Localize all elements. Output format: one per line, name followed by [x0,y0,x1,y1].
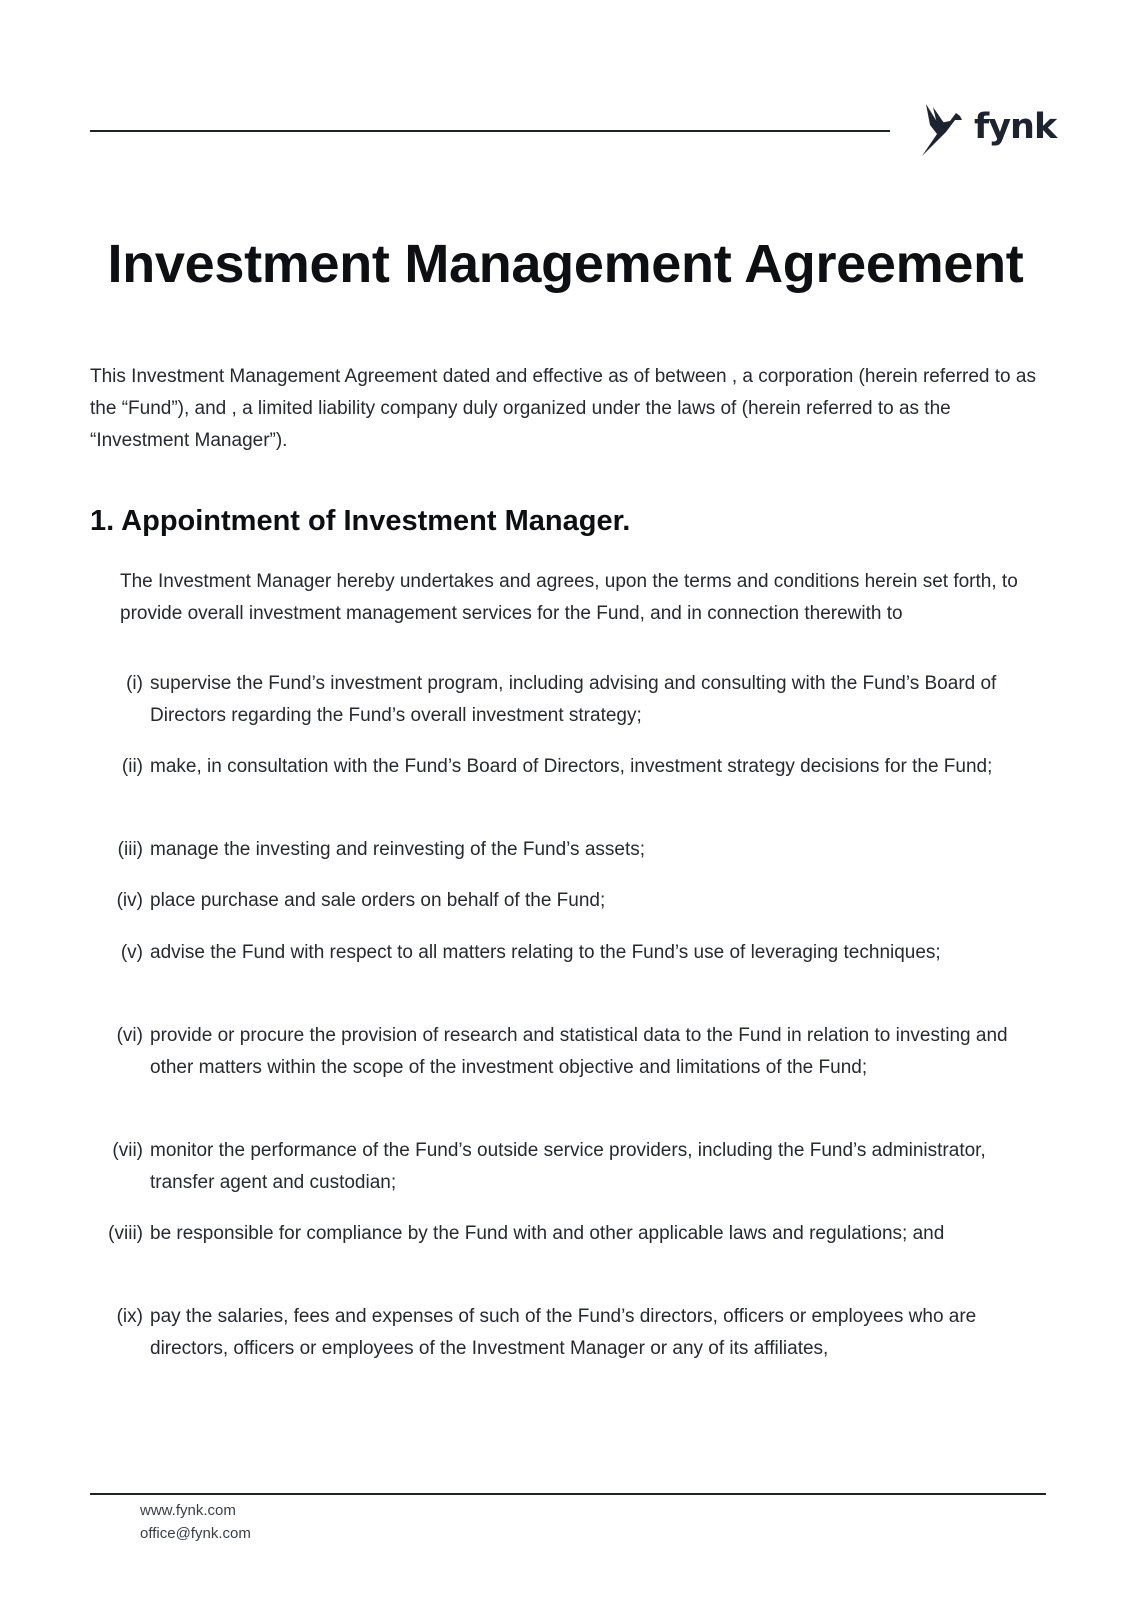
clause-text: pay the salaries, fees and expenses of such of the Fund’s directors, officers or employees who are directors, officers or employees of the Investment Manager or any of its affiliates, [150,1306,977,1359]
footer-email-link[interactable]: office@fynk.com [140,1525,251,1542]
clause-number: (vi) [116,1025,143,1046]
list-item [90,834,1040,866]
clause-number: (viii) [108,1223,143,1244]
intro-paragraph: This Investment Management Agreement dated and effective as of between , a corporation (herein referred to as the “Fund”), and , a limited liability company duly organized under the laws of (herein referred to as the “Investment Manager”). [90,366,1036,451]
clause-text: be responsible for compliance by the Fund with and other applicable laws and regulations; and [150,1223,945,1244]
footer-website-link[interactable]: www.fynk.com [140,1502,236,1519]
footer-divider [90,1493,1046,1495]
list-item [90,1135,1040,1199]
clause-text: make, in consultation with the Fund’s Board of Directors, investment strategy decisions for the Fund; [150,756,993,777]
clause-text: place purchase and sale orders on behalf of the Fund; [150,890,606,911]
bird-icon [920,103,966,159]
clause-number: (i) [126,673,143,694]
clause-text: monitor the performance of the Fund’s outside service providers, including the Fund’s administrator, transfer agent and custodian; [150,1140,986,1193]
list-item [90,885,1040,917]
page-title: Investment Management Agreement [107,234,1024,294]
clause-text: advise the Fund with respect to all matters relating to the Fund’s use of leveraging techniques; [150,942,941,963]
clause-number: (iii) [117,839,143,860]
clause-number: (ix) [116,1306,143,1327]
section-heading: 1. Appointment of Investment Manager. [90,505,631,537]
list-item [90,668,1040,732]
clause-text: provide or procure the provision of research and statistical data to the Fund in relation to investing and other matters within the scope of the investment objective and limitations of the Fund; [150,1025,1008,1078]
clause-number: (ii) [121,756,143,777]
list-item [90,1301,1040,1365]
section-body: The Investment Manager hereby undertakes and agrees, upon the terms and conditions herein set forth, to provide overall investment management services for the Fund, and in connection therewith to [120,571,1018,624]
list-item [90,1218,1040,1250]
fynk-logo [920,103,1056,159]
list-item [90,937,1040,969]
clause-number: (v) [120,942,143,963]
clause-number: (vii) [112,1140,143,1161]
clause-text: manage the investing and reinvesting of the Fund’s assets; [150,839,646,860]
list-item [90,751,1040,783]
list-item [90,1020,1040,1084]
header-divider [90,130,890,132]
logo-wordmark: fynk [974,107,1057,147]
clause-number: (iv) [116,890,143,911]
clause-text: supervise the Fund’s investment program, including advising and consulting with the Fund’s Board of Directors regarding the Fund’s overall investment strategy; [150,673,997,726]
